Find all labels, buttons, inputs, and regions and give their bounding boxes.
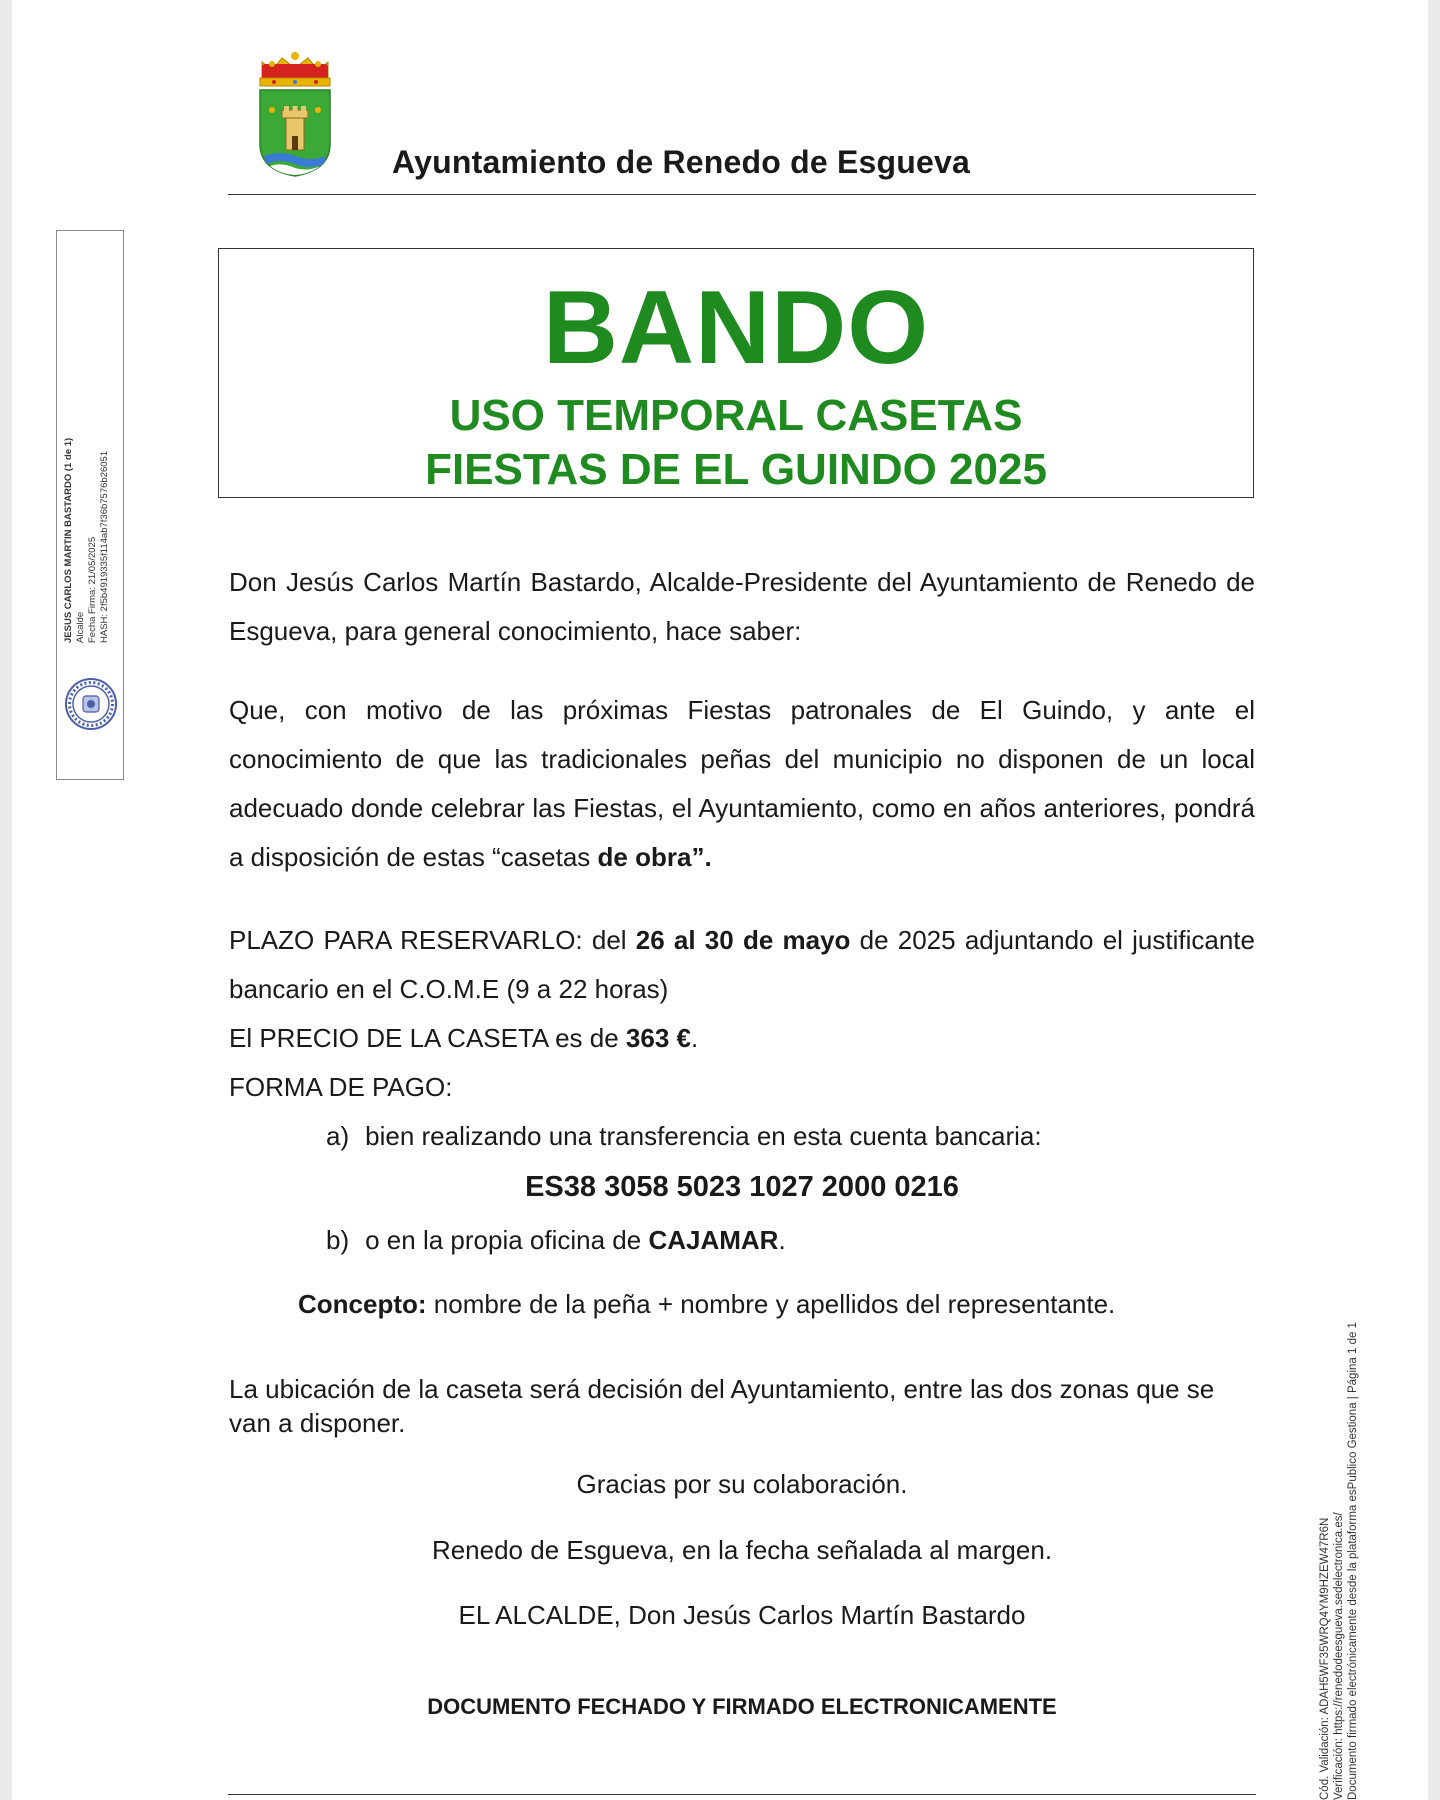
ubicacion-paragraph: La ubicación de la caseta será decisión del Ayuntamiento, entre las dos zonas que se van a disponer. — [229, 1374, 1215, 1438]
motivo-paragraph — [229, 686, 1255, 882]
subtitle-line-1: USO TEMPORAL CASETAS — [449, 391, 1023, 440]
signer-role: Alcalde — [75, 611, 86, 643]
concepto-line — [298, 1280, 1115, 1329]
document-page — [12, 0, 1428, 1800]
motivo-text: Que, con motivo de las próximas Fiestas patronales de El Guindo, y ante el conocimiento de que las tradicionales peñas del municipio no disponen de un local adecuado donde celebrar las Fiestas, el Ayuntamiento, como en años anteriores, pondrá a disposición de estas “casetas — [229, 695, 1255, 872]
footer-divider — [228, 1794, 1256, 1795]
validation-block — [1318, 1322, 1360, 1800]
option-b-bank: CAJAMAR — [648, 1225, 779, 1255]
official-seal-icon — [64, 677, 118, 731]
motivo-bold: de obra”. — [597, 842, 712, 872]
precio-pre: El PRECIO DE LA CASETA es de — [229, 1023, 626, 1053]
concepto-text: nombre de la peña + nombre y apellidos del representante. — [426, 1289, 1116, 1319]
option-b-end: . — [778, 1225, 786, 1255]
option-a-text: bien realizando una transferencia en esta cuenta bancaria: — [365, 1121, 1042, 1151]
header-divider — [228, 194, 1256, 195]
signature-panel — [56, 230, 124, 780]
forma-pago-heading: FORMA DE PAGO: — [229, 1072, 453, 1102]
org-name: Ayuntamiento de Renedo de Esgueva — [392, 144, 970, 180]
title-box — [218, 248, 1254, 498]
signer-name: JESUS CARLOS MARTIN BASTARDO (1 de 1) — [63, 437, 74, 643]
municipal-coat-of-arms — [252, 44, 338, 180]
validation-code: Cód. Validación: ADAH5WF35WRQ4YM9HZEW47R6N — [1319, 1517, 1331, 1800]
signature-hash: HASH: 2f5b4919335f114ab7f36b7576b26051 — [99, 450, 110, 643]
precio-line — [229, 1014, 698, 1063]
plazo-dates: 26 al 30 de mayo — [635, 925, 851, 955]
validation-url: Verificación: https://renedodeesgueva.sedelectronica.es/ — [1333, 1512, 1345, 1800]
plazo-pre: PLAZO PARA RESERVARLO: del — [229, 925, 636, 955]
title-subtitle — [219, 389, 1253, 497]
precio-post: . — [690, 1023, 699, 1053]
option-a-marker: a) — [326, 1121, 350, 1151]
signature-text — [63, 383, 111, 643]
subtitle-line-2: FIESTAS DE EL GUINDO 2025 — [425, 445, 1047, 494]
intro-paragraph: Don Jesús Carlos Martín Bastardo, Alcalde-Presidente del Ayuntamiento de Renedo de Esgueva, para general conocimiento, hace saber: — [229, 567, 1255, 646]
plazo-paragraph — [229, 916, 1255, 1014]
validation-platform: Documento firmado electrónicamente desde la plataforma esPublico Gestiona | Página 1 de 1 — [1347, 1322, 1359, 1800]
documento-firmado-line: DOCUMENTO FECHADO Y FIRMADO ELECTRONICAMENTE — [427, 1694, 1057, 1719]
option-b-marker: b) — [326, 1225, 350, 1255]
plazo-post: de 2025 adjuntando el justificante bancario en el C.O.M.E (9 a 22 horas) — [229, 925, 1255, 1004]
fecha-lugar-line: Renedo de Esgueva, en la fecha señalada al margen. — [431, 1535, 1053, 1565]
option-b — [326, 1216, 786, 1265]
firma-line: EL ALCALDE, Don Jesús Carlos Martín Bastardo — [458, 1600, 1026, 1630]
signature-date: Fecha Firma: 21/05/2025 — [87, 536, 98, 643]
gracias-line: Gracias por su colaboración. — [576, 1469, 908, 1499]
concepto-label: Concepto: — [298, 1289, 427, 1319]
option-a — [326, 1112, 1042, 1161]
option-b-text: o en la propia oficina de — [365, 1225, 649, 1255]
precio-amount: 363 € — [625, 1023, 691, 1053]
iban: ES38 3058 5023 1027 2000 0216 — [525, 1171, 959, 1203]
title-bando: BANDO — [542, 270, 930, 386]
